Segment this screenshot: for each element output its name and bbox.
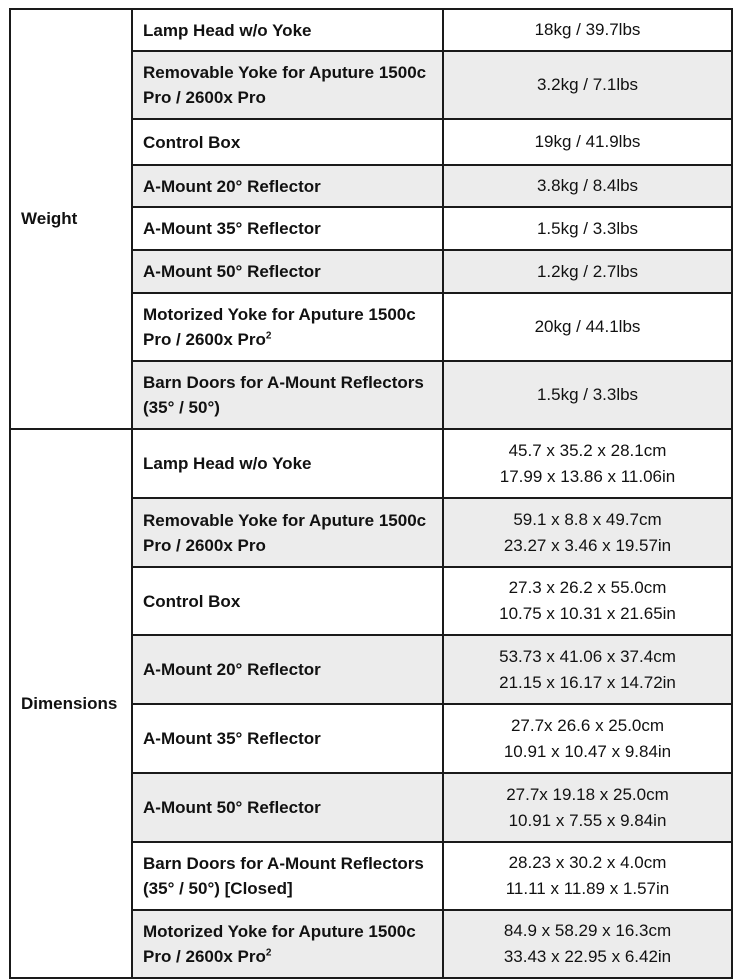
row-value	[443, 910, 732, 978]
value-line: 45.7 x 35.2 x 28.1cm	[508, 440, 667, 460]
value-line: 53.73 x 41.06 x 37.4cm	[499, 646, 676, 666]
row-item: A-Mount 20° Reflector	[132, 165, 443, 207]
value-line: 21.15 x 16.17 x 14.72in	[499, 672, 676, 692]
value-line: 10.75 x 10.31 x 21.65in	[499, 604, 676, 623]
value-line: 27.3 x 26.2 x 55.0cm	[508, 578, 667, 597]
value-line: 1.5kg / 3.3lbs	[536, 385, 639, 404]
row-value	[443, 207, 732, 250]
row-item: Removable Yoke for Aputure 1500c Pro / 2600x Pro	[132, 498, 443, 567]
row-value	[443, 293, 732, 361]
value-line: 11.11 x 11.89 x 1.57in	[505, 879, 670, 898]
row-value	[443, 429, 732, 498]
value-line: 27.7x 26.6 x 25.0cm	[510, 715, 665, 735]
value-line: 3.2kg / 7.1lbs	[536, 75, 639, 94]
value-line: 3.8kg / 8.4lbs	[536, 176, 639, 195]
row-item: A-Mount 50° Reflector	[132, 773, 443, 842]
row-item	[132, 293, 443, 361]
table-row	[10, 429, 732, 498]
group-label-weight: Weight	[10, 9, 132, 429]
value-line: 18kg / 39.7lbs	[534, 20, 641, 39]
row-item: Removable Yoke for Aputure 1500c Pro / 2600x Pro	[132, 51, 443, 119]
row-value	[443, 635, 732, 704]
value-line: 23.27 x 3.46 x 19.57in	[503, 535, 672, 555]
row-value	[443, 498, 732, 567]
row-value	[443, 119, 732, 165]
value-line: 19kg / 41.9lbs	[534, 132, 641, 151]
row-item	[132, 910, 443, 978]
spec-table	[9, 8, 733, 979]
row-item-text: Motorized Yoke for Aputure 1500c Pro / 2600x Pro	[143, 305, 416, 349]
footnote-marker: 2	[265, 947, 272, 959]
value-line: 10.91 x 7.55 x 9.84in	[508, 810, 667, 830]
value-line: 84.9 x 58.29 x 16.3cm	[503, 921, 672, 940]
row-item: A-Mount 35° Reflector	[132, 704, 443, 773]
row-value	[443, 250, 732, 293]
value-line: 59.1 x 8.8 x 49.7cm	[513, 509, 662, 529]
row-item: Barn Doors for A-Mount Reflectors (35° / 50°) [Closed]	[132, 842, 443, 910]
row-value	[443, 704, 732, 773]
row-item: Lamp Head w/o Yoke	[132, 9, 443, 51]
group-label-dimensions: Dimensions	[10, 429, 132, 978]
value-line: 27.7x 19.18 x 25.0cm	[506, 784, 669, 804]
row-value	[443, 773, 732, 842]
row-value	[443, 165, 732, 207]
value-line: 1.2kg / 2.7lbs	[536, 261, 639, 281]
value-line: 1.5kg / 3.3lbs	[536, 218, 639, 238]
row-item: Control Box	[132, 119, 443, 165]
row-item: Barn Doors for A-Mount Reflectors (35° / 50°)	[132, 361, 443, 429]
row-item-text: Motorized Yoke for Aputure 1500c Pro / 2600x Pro	[143, 922, 416, 966]
footnote-marker: 2	[265, 330, 272, 342]
spec-table-body	[10, 9, 732, 978]
value-line: 10.91 x 10.47 x 9.84in	[503, 741, 672, 761]
value-line: 28.23 x 30.2 x 4.0cm	[508, 853, 667, 872]
row-item: A-Mount 50° Reflector	[132, 250, 443, 293]
row-item: Lamp Head w/o Yoke	[132, 429, 443, 498]
row-value	[443, 51, 732, 119]
row-value	[443, 842, 732, 910]
row-item: A-Mount 35° Reflector	[132, 207, 443, 250]
row-item: A-Mount 20° Reflector	[132, 635, 443, 704]
row-value	[443, 361, 732, 429]
row-item: Control Box	[132, 567, 443, 635]
value-line: 33.43 x 22.95 x 6.42in	[503, 947, 672, 966]
row-value	[443, 567, 732, 635]
table-row	[10, 9, 732, 51]
value-line: 17.99 x 13.86 x 11.06in	[499, 466, 676, 486]
row-value	[443, 9, 732, 51]
value-line: 20kg / 44.1lbs	[534, 317, 641, 336]
